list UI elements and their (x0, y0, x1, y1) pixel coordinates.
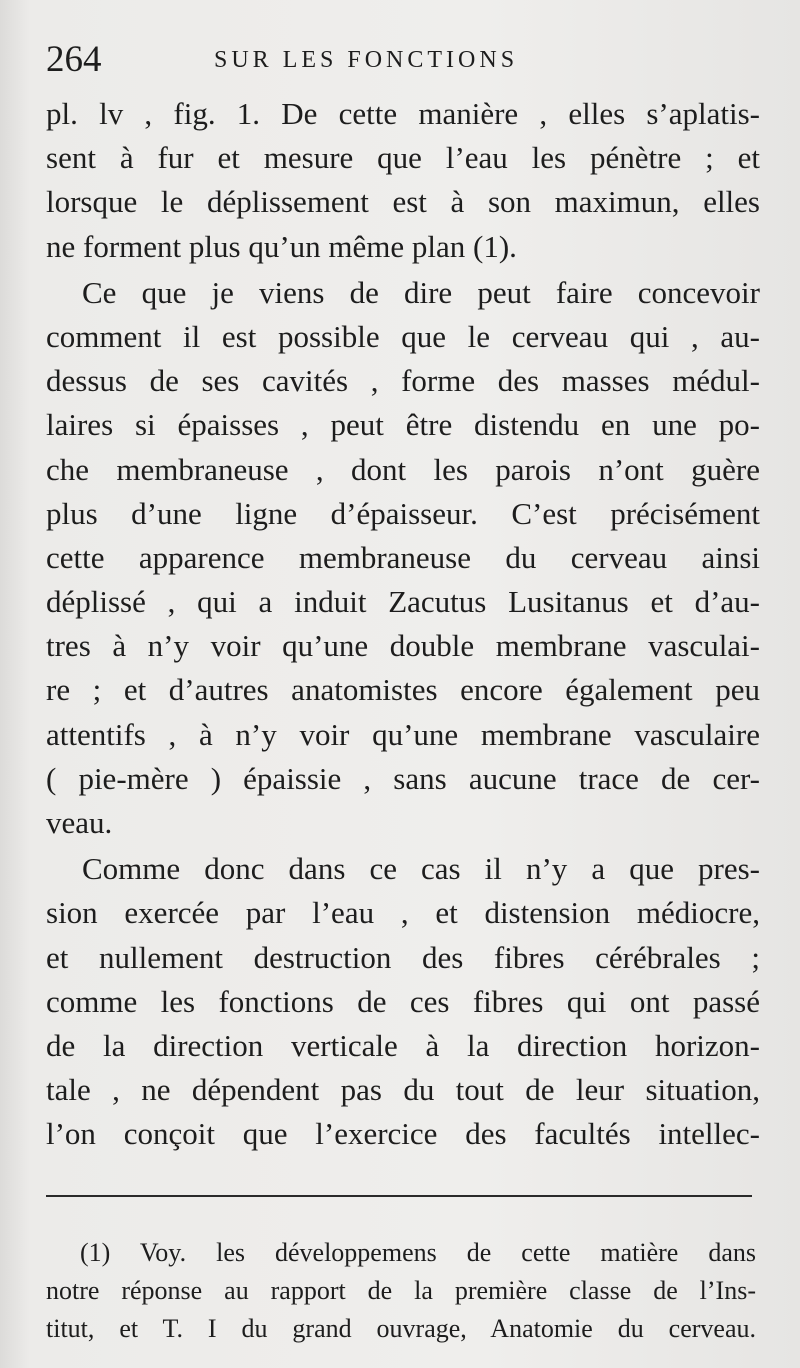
text-line: che membraneuse , dont les parois n’ont guère (46, 451, 760, 487)
footnote-line: notre réponse au rapport de la première classe de l’Ins- (46, 1276, 756, 1305)
text-line: et nullement destruction des fibres cérébrales ; (46, 939, 760, 975)
text-line: pl. lv , fig. 1. De cette manière , elles s’aplatis- (46, 96, 760, 131)
text-line: l’on conçoit que l’exercice des facultés intellec- (46, 1116, 760, 1152)
page-number: 264 (46, 39, 102, 80)
footnote (46, 1234, 756, 1348)
text-line: laires si épaisses , peut être distendu en une po- (46, 407, 760, 443)
paragraph (46, 847, 760, 1156)
text-line: sion exercée par l’eau , et distension médiocre, (46, 895, 760, 931)
page-header (46, 38, 760, 82)
paragraph (46, 271, 760, 845)
text-line: de la direction verticale à la direction horizon- (46, 1027, 760, 1063)
text-line: tres à n’y voir qu’une double membrane vasculai- (46, 628, 760, 664)
text-line: lorsque le déplissement est à son maximun, elles (46, 184, 760, 220)
text-line: attentifs , à n’y voir qu’une membrane vasculaire (46, 716, 760, 752)
text-line: re ; et d’autres anatomistes encore également peu (46, 672, 760, 708)
text-line: comment il est possible que le cerveau qui , au- (46, 318, 760, 354)
text-line: dessus de ses cavités , forme des masses médul- (46, 363, 760, 399)
text-line: ne forment plus qu’un même plan (1). (46, 228, 517, 264)
text-line: cette apparence membraneuse du cerveau ainsi (46, 539, 760, 575)
text-line: tale , ne dépendent pas du tout de leur situation, (46, 1072, 760, 1108)
text-line: Comme donc dans ce cas il n’y a que pres- (82, 851, 760, 887)
text-line: Ce que je viens de dire peut faire concevoir (82, 274, 760, 310)
text-line: déplissé , qui a induit Zacutus Lusitanus et d’au- (46, 584, 760, 620)
running-head: SUR LES FONCTIONS (214, 47, 519, 73)
body-text (46, 92, 760, 1157)
footnote-line: (1) Voy. les développemens de cette matière dans (80, 1238, 756, 1267)
text-line: plus d’une ligne d’épaisseur. C’est précisément (46, 495, 760, 531)
paragraph (46, 92, 760, 269)
text-line: ( pie-mère ) épaissie , sans aucune trace de cer- (46, 760, 760, 796)
footnote-line: titut, et T. I du grand ouvrage, Anatomie du cerveau. (46, 1314, 756, 1343)
text-line: sent à fur et mesure que l’eau les pénètre ; et (46, 140, 760, 176)
footnote-divider (46, 1195, 752, 1197)
text-line: comme les fonctions de ces fibres qui ont passé (46, 983, 760, 1019)
text-line: veau. (46, 805, 113, 840)
